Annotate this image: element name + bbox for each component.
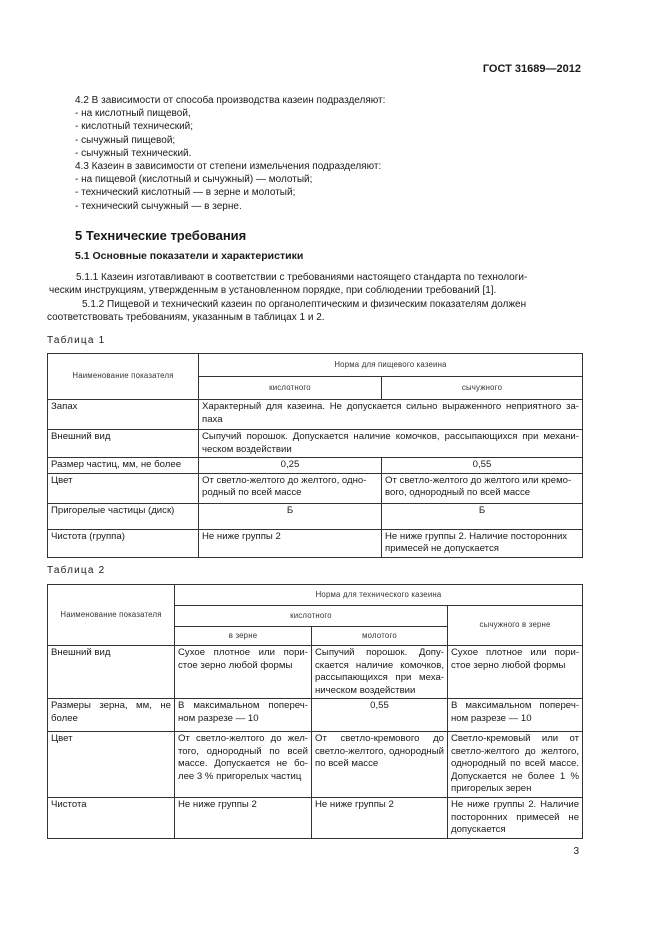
table-cell: В максимальном попереч-ном разрезе — 10 bbox=[175, 699, 312, 732]
paragraph-line: 5.1.1 Казеин изготавливают в соответствии с требованиями настоящего стандарта по технологи- bbox=[76, 272, 528, 283]
paragraph-line: соответствовать требованиям, указанным в таблицах 1 и 2. bbox=[47, 312, 325, 324]
table-cell: Сухое плотное или пори-стое зерно любой формы bbox=[448, 646, 583, 699]
table-row bbox=[48, 503, 583, 529]
table-cell: От светло-кремового до светло-желтого, однородный по всей массе bbox=[312, 732, 448, 798]
table-header-rennet: сычужного в зерне bbox=[448, 606, 583, 646]
table-header-acid: кислотного bbox=[199, 377, 382, 400]
table-cell: Не ниже группы 2. Наличие посторонних примесей не допускается bbox=[448, 798, 583, 839]
table-cell: От светло-желтого до жел-того, однородный по всей массе. Допускается не бо-лее 3 % пригорелых частиц bbox=[175, 732, 312, 798]
section-4-list bbox=[75, 94, 582, 213]
table-cell: Чистота (группа) bbox=[48, 529, 199, 557]
table-row bbox=[48, 699, 583, 732]
table-cell: Светло-кремовый или от светло-желтого до желтого, однородный по всей массе. Допускается не более 1 % пригорелых зерен bbox=[448, 732, 583, 798]
table-cell: Запах bbox=[48, 400, 199, 430]
table-cell: Не ниже группы 2. Наличие посторонних примесей не допускается bbox=[382, 529, 583, 557]
table-header-group: Норма для технического казеина bbox=[175, 585, 583, 606]
table-row bbox=[48, 430, 583, 458]
paragraph-line: ческим инструкциям, утвержденным в установленном порядке, при соблюдении требований [1]. bbox=[49, 285, 497, 297]
list-line: - сычужный пищевой; bbox=[75, 134, 176, 146]
table-cell: Б bbox=[382, 503, 583, 529]
standard-code: ГОСТ 31689—2012 bbox=[482, 63, 581, 75]
table-cell: Сухое плотное или пори-стое зерно любой формы bbox=[175, 646, 312, 699]
table-cell: От светло-желтого до желтого, одно-родный по всей массе bbox=[199, 473, 382, 503]
table-2 bbox=[47, 584, 583, 839]
table-header-ground: молотого bbox=[312, 627, 448, 646]
table-cell: От светло-желтого до желтого или кремо-вого, однородный по всей массе bbox=[382, 473, 583, 503]
table-cell: Внешний вид bbox=[48, 646, 175, 699]
list-line: - на кислотный пищевой, bbox=[75, 108, 191, 120]
list-line: - кислотный технический; bbox=[75, 121, 194, 133]
table-cell: Сыпучий порошок. Допускается наличие комочков, рассыпающихся при механи-ческом воздействии bbox=[199, 430, 583, 458]
table-header-name: Наименование показателя bbox=[48, 585, 175, 646]
list-line: 4.3 Казеин в зависимости от степени измельчения подразделяют: bbox=[75, 161, 382, 173]
table-cell: Цвет bbox=[48, 473, 199, 503]
paragraph-5-1-1 bbox=[49, 271, 582, 297]
table-row bbox=[48, 400, 583, 430]
table-row bbox=[48, 732, 583, 798]
paragraph-line: 5.1.2 Пищевой и технический казеин по органолептическим и физическим показателям должен bbox=[82, 299, 527, 310]
table-row bbox=[48, 458, 583, 474]
table-cell: В максимальном попереч-ном разрезе — 10 bbox=[448, 699, 583, 732]
table-header-acid: кислотного bbox=[175, 606, 448, 627]
table-cell: 0,55 bbox=[382, 458, 583, 474]
section-5-title: 5 Технические требования bbox=[75, 228, 247, 243]
table-cell: Не ниже группы 2 bbox=[312, 798, 448, 839]
table-cell: Не ниже группы 2 bbox=[175, 798, 312, 839]
table-header-name: Наименование показателя bbox=[48, 354, 199, 400]
table-cell: Размер частиц, мм, не более bbox=[48, 458, 199, 474]
list-line: - сычужный технический. bbox=[75, 147, 192, 159]
table-cell: Внешний вид bbox=[48, 430, 199, 458]
table-row bbox=[48, 646, 583, 699]
list-line: - технический сычужный — в зерне. bbox=[75, 200, 242, 212]
table-2-caption: Таблица 2 bbox=[47, 565, 106, 576]
table-cell: Не ниже группы 2 bbox=[199, 529, 382, 557]
table-header-rennet: сычужного bbox=[382, 377, 583, 400]
list-line: 4.2 В зависимости от способа производства казеин подразделяют: bbox=[75, 95, 386, 106]
table-cell: Б bbox=[199, 503, 382, 529]
list-line: - технический кислотный — в зерне и молотый; bbox=[75, 187, 296, 199]
list-line: - на пищевой (кислотный и сычужный) — молотый; bbox=[75, 174, 313, 186]
table-cell: Сыпучий порошок. Допу-скается наличие комочков, рассыпающихся при меха-ническом воздействии bbox=[312, 646, 448, 699]
table-row bbox=[48, 798, 583, 839]
table-cell: Характерный для казеина. Не допускается сильно выраженного неприятного за-паха bbox=[199, 400, 583, 430]
table-cell: Пригорелые частицы (диск) bbox=[48, 503, 199, 529]
table-cell: 0,25 bbox=[199, 458, 382, 474]
table-cell: 0,55 bbox=[312, 699, 448, 732]
subsection-5-1-title: 5.1 Основные показатели и характеристики bbox=[75, 250, 304, 262]
table-cell: Размеры зерна, мм, не более bbox=[48, 699, 175, 732]
page-number: 3 bbox=[573, 846, 579, 857]
table-1 bbox=[47, 353, 583, 558]
table-header-group: Норма для пищевого казеина bbox=[199, 354, 583, 377]
table-header-grain: в зерне bbox=[175, 627, 312, 646]
paragraph-5-1-2 bbox=[47, 298, 582, 324]
table-cell: Чистота bbox=[48, 798, 175, 839]
table-cell: Цвет bbox=[48, 732, 175, 798]
table-row bbox=[48, 473, 583, 503]
table-row bbox=[48, 529, 583, 557]
table-1-caption: Таблица 1 bbox=[47, 335, 106, 346]
